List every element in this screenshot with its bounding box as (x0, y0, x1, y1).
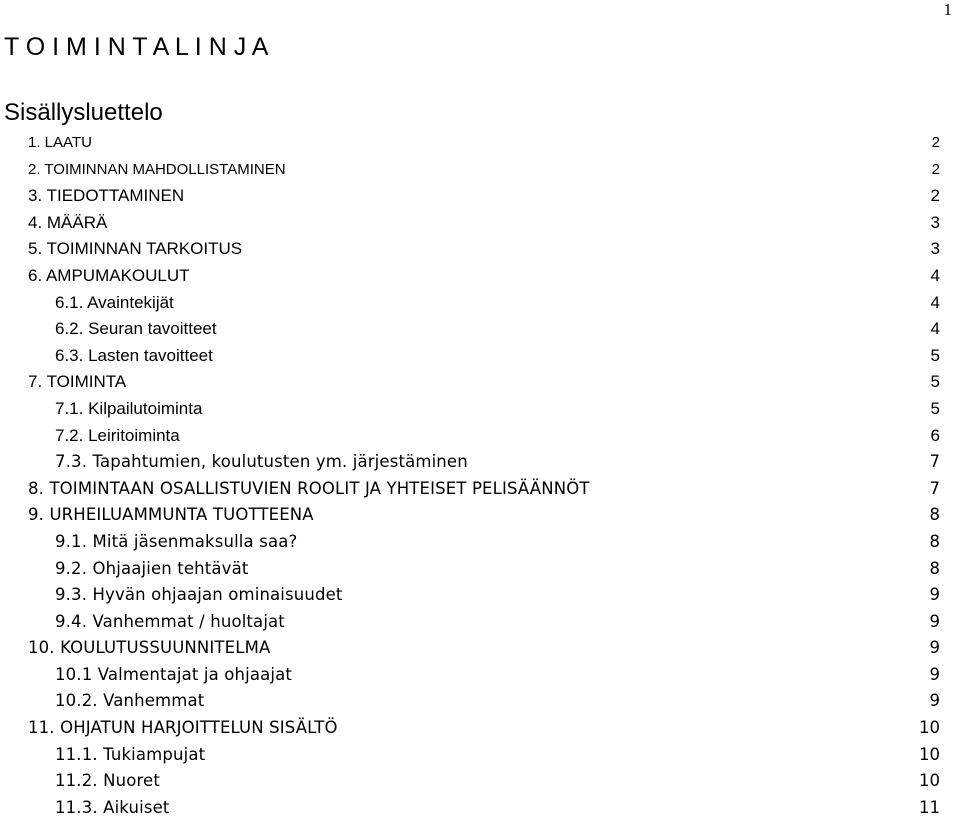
toc-entry-label[interactable]: 6. AMPUMAKOULUT (28, 265, 190, 285)
toc-entry-page: 7 (929, 452, 940, 472)
toc-entry-7-toiminta[interactable] (0, 369, 960, 396)
toc-entry-label[interactable]: 9.3. Hyvän ohjaajan ominaisuudet (55, 585, 343, 605)
toc-entry-label[interactable]: 7. TOIMINTA (28, 372, 127, 392)
toc-entry-label[interactable]: 11. OHJATUN HARJOITTELUN SISÄLTÖ (28, 718, 338, 738)
toc-entry-label[interactable]: 6.3. Lasten tavoitteet (55, 345, 213, 365)
toc-entry-page: 7 (929, 478, 940, 498)
toc-entry-page: 9 (929, 691, 940, 711)
toc-entry-9-1-jasenmaksu[interactable] (0, 529, 960, 556)
toc-entry-page: 4 (930, 265, 940, 285)
toc-entry-11-ohjatun-harjoittelun-sisalto[interactable] (0, 715, 960, 742)
toc-entry-9-3-ohjaajan-ominaisuudet[interactable] (0, 582, 960, 609)
toc-entry-page: 11 (919, 797, 940, 817)
toc-entry-page: 3 (930, 212, 940, 232)
toc-entry-7-3-tapahtumien-jarjestaminen[interactable] (0, 449, 960, 476)
toc-entry-2-toiminnan-mahdollistaminen[interactable] (0, 157, 960, 184)
toc-entry-11-1-tukiampujat[interactable] (0, 742, 960, 769)
toc-entry-4-maara[interactable] (0, 210, 960, 237)
toc-entry-7-2-leiritoiminta[interactable] (0, 423, 960, 450)
toc-entry-page: 9 (929, 585, 940, 605)
toc-entry-page: 5 (930, 345, 940, 365)
toc-entry-5-toiminnan-tarkoitus[interactable] (0, 236, 960, 263)
toc-entry-11-3-aikuiset[interactable] (0, 795, 960, 821)
toc-entry-label[interactable]: 7.3. Tapahtumien, koulutusten ym. järjestäminen (55, 452, 468, 472)
toc-entry-label[interactable]: 6.1. Avaintekijät (55, 292, 174, 312)
toc-entry-page: 8 (929, 505, 940, 525)
toc-entry-1-laatu[interactable] (0, 130, 960, 157)
toc-entry-label[interactable]: 11.1. Tukiampujat (55, 744, 206, 764)
toc-entry-page: 10 (919, 744, 940, 764)
toc-entry-label[interactable]: 9.2. Ohjaajien tehtävät (55, 558, 249, 578)
toc-entry-label[interactable]: 3. TIEDOTTAMINEN (28, 186, 185, 206)
toc-entry-page: 6 (930, 425, 940, 445)
toc-entry-page: 9 (929, 638, 940, 658)
toc-entry-10-1-valmentajat[interactable] (0, 662, 960, 689)
page-number: 1 (943, 0, 952, 19)
toc-entry-8-roolit-ja-pelisaannot[interactable] (0, 476, 960, 503)
toc-entry-page: 4 (930, 319, 940, 339)
toc-entry-label[interactable]: 6.2. Seuran tavoitteet (55, 319, 217, 339)
toc-entry-label[interactable]: 7.1. Kilpailutoiminta (55, 398, 203, 418)
toc-entry-6-ampumakoulut[interactable] (0, 263, 960, 290)
toc-entry-6-1-avaintekijat[interactable] (0, 290, 960, 317)
toc-entry-label[interactable]: 9.4. Vanhemmat / huoltajat (55, 611, 285, 631)
table-of-contents (0, 130, 960, 821)
toc-entry-page: 8 (929, 558, 940, 578)
toc-entry-label[interactable]: 4. MÄÄRÄ (28, 212, 108, 232)
toc-entry-3-tiedottaminen[interactable] (0, 183, 960, 210)
toc-entry-label[interactable]: 9.1. Mitä jäsenmaksulla saa? (55, 531, 298, 551)
toc-entry-label[interactable]: 8. TOIMINTAAN OSALLISTUVIEN ROOLIT JA YHTEISET PELISÄÄNNÖT (28, 478, 590, 498)
toc-entry-10-2-vanhemmat[interactable] (0, 688, 960, 715)
document-title: T O I M I N T A L I N J A (4, 33, 269, 61)
toc-entry-page: 2 (931, 160, 940, 178)
toc-entry-page: 3 (930, 239, 940, 259)
toc-entry-page: 5 (930, 398, 940, 418)
toc-entry-page: 10 (919, 718, 940, 738)
toc-entry-label[interactable]: 7.2. Leiritoiminta (55, 425, 180, 445)
toc-entry-label[interactable]: 10. KOULUTUSSUUNNITELMA (28, 638, 271, 658)
toc-entry-11-2-nuoret[interactable] (0, 768, 960, 795)
toc-entry-page: 9 (929, 664, 940, 684)
toc-entry-page: 4 (930, 292, 940, 312)
toc-entry-page: 10 (919, 771, 940, 791)
toc-entry-9-4-vanhemmat-huoltajat[interactable] (0, 609, 960, 636)
toc-entry-page: 8 (929, 531, 940, 551)
toc-entry-6-3-lasten-tavoitteet[interactable] (0, 343, 960, 370)
toc-entry-9-2-ohjaajien-tehtavat[interactable] (0, 556, 960, 583)
toc-entry-7-1-kilpailutoiminta[interactable] (0, 396, 960, 423)
toc-entry-9-urheiluammunta-tuotteena[interactable] (0, 502, 960, 529)
toc-entry-6-2-seuran-tavoitteet[interactable] (0, 316, 960, 343)
toc-entry-page: 9 (929, 611, 940, 631)
toc-entry-label[interactable]: 5. TOIMINNAN TARKOITUS (28, 239, 243, 259)
toc-entry-page: 2 (930, 186, 940, 206)
toc-entry-label[interactable]: 10.1 Valmentajat ja ohjaajat (55, 664, 293, 684)
toc-heading: Sisällysluettelo (4, 99, 163, 126)
toc-entry-label[interactable]: 2. TOIMINNAN MAHDOLLISTAMINEN (28, 160, 286, 178)
toc-entry-label[interactable]: 11.2. Nuoret (55, 771, 160, 791)
toc-entry-page: 5 (930, 372, 940, 392)
toc-entry-10-koulutussuunnitelma[interactable] (0, 635, 960, 662)
toc-entry-label[interactable]: 10.2. Vanhemmat (55, 691, 205, 711)
toc-entry-label[interactable]: 1. LAATU (28, 134, 92, 151)
toc-entry-label[interactable]: 11.3. Aikuiset (55, 797, 170, 817)
toc-entry-label[interactable]: 9. URHEILUAMMUNTA TUOTTEENA (28, 505, 314, 525)
toc-entry-page: 2 (931, 134, 940, 151)
